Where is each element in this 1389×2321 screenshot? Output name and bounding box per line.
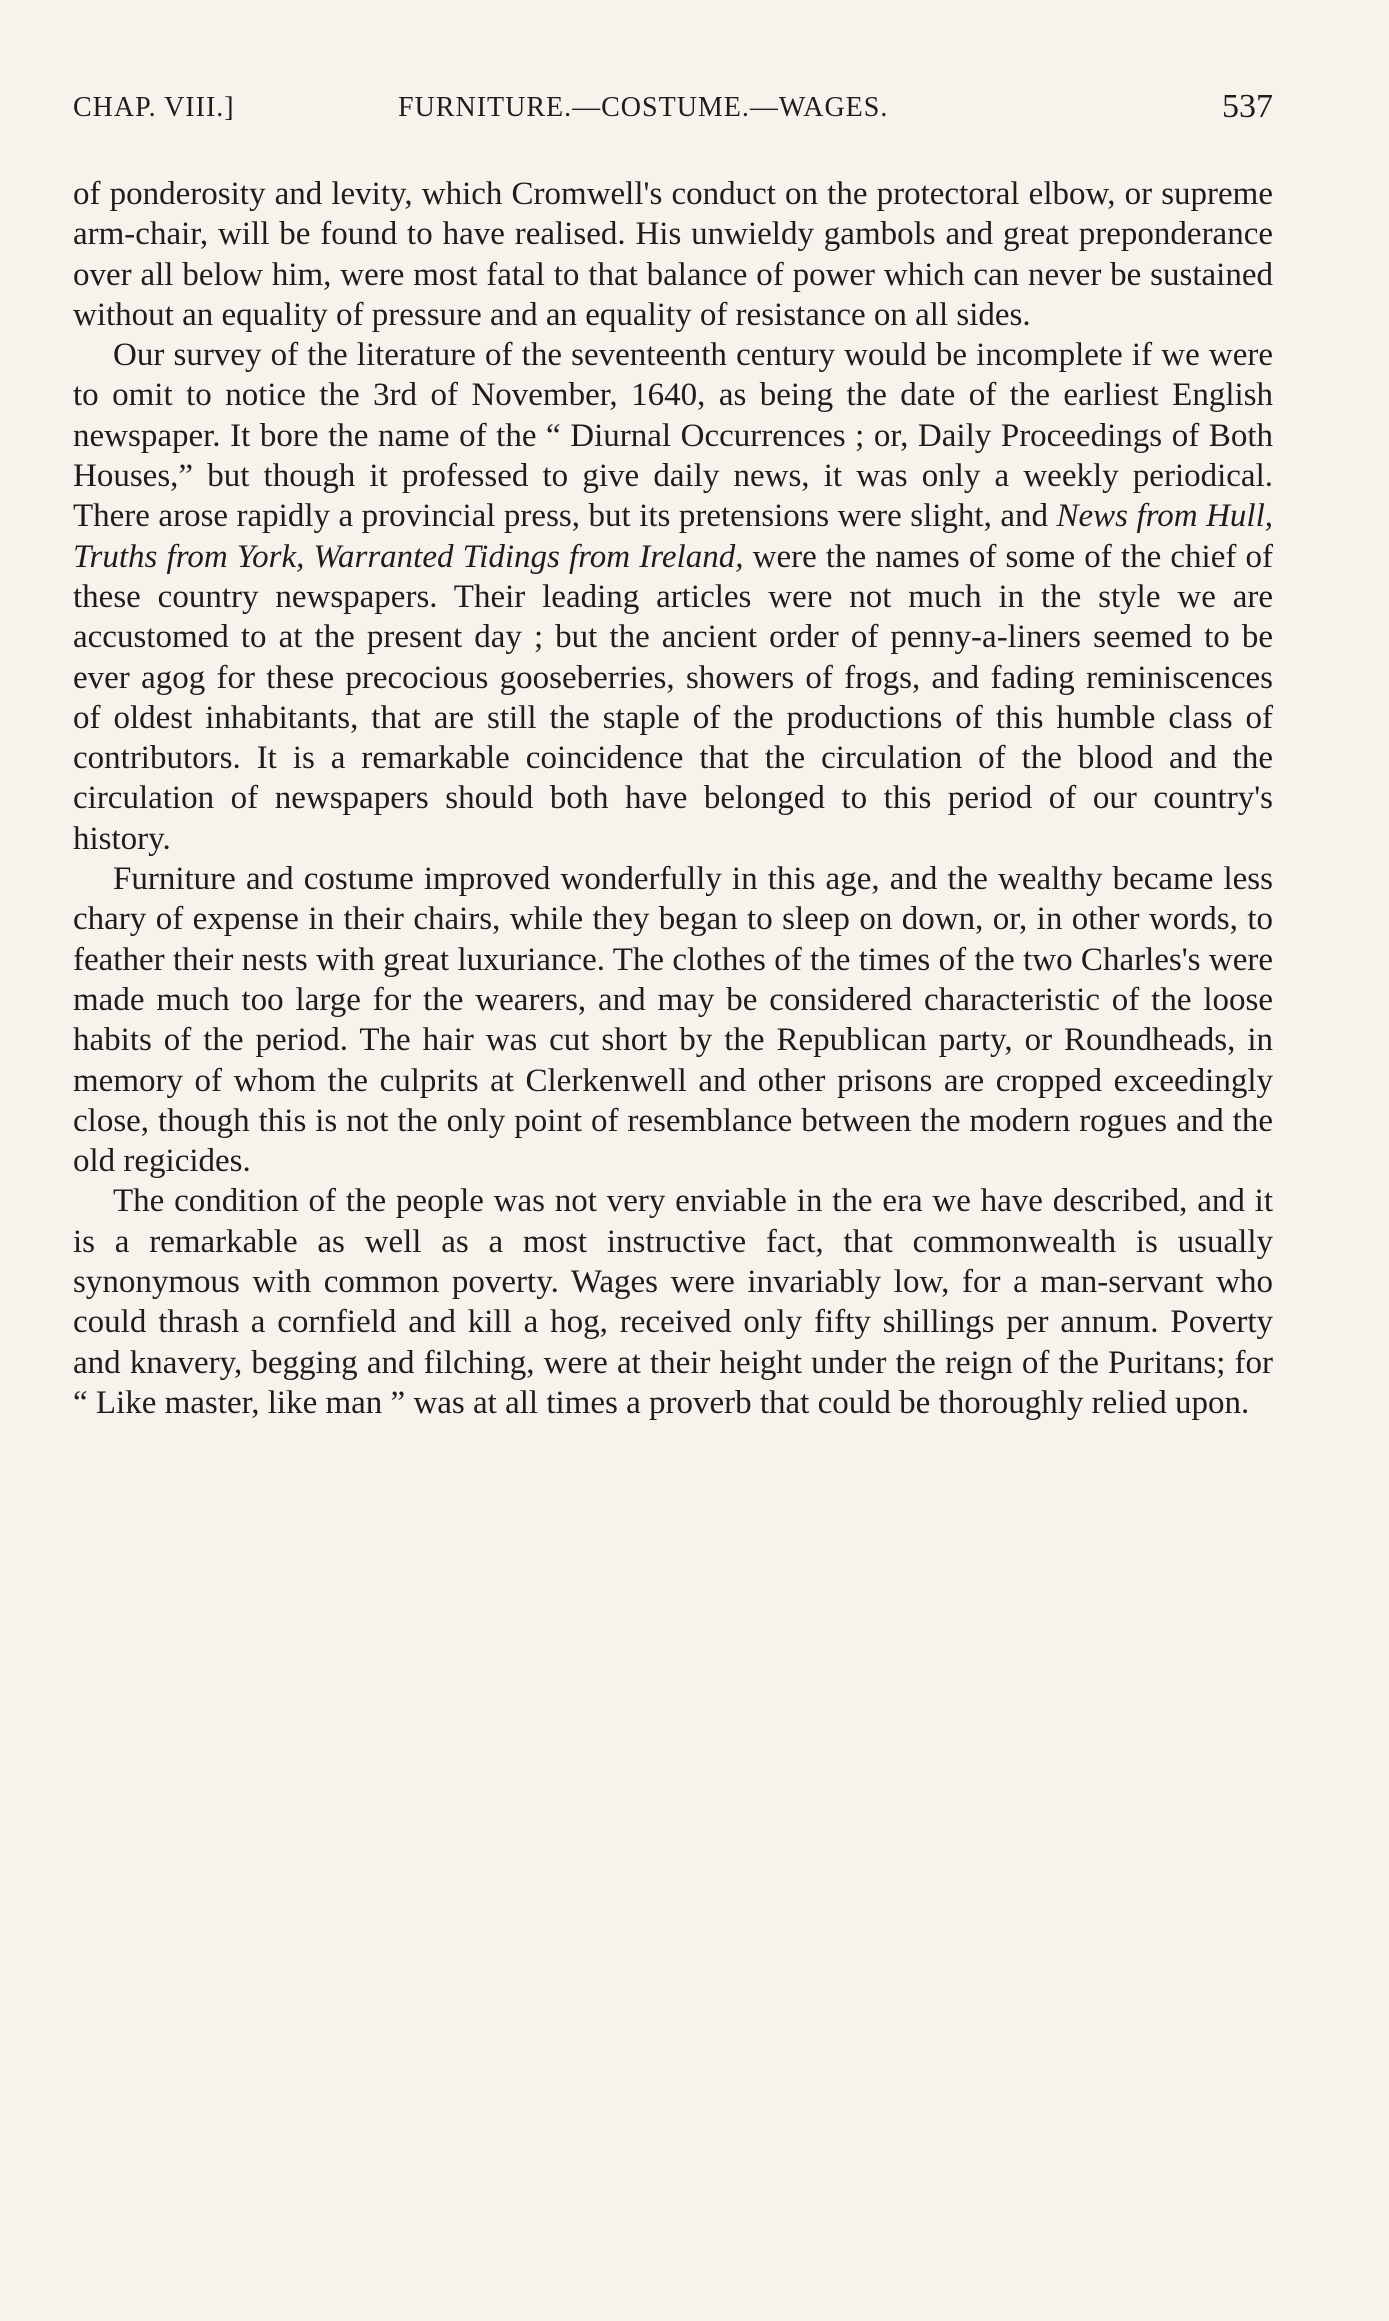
running-title: FURNITURE.—COSTUME.—WAGES.: [398, 92, 889, 123]
paragraph-1: of ponderosity and levity, which Cromwell's conduct on the protectoral elbow, or supreme arm-chair, will be found to have realised. His unwieldy gambols and great preponderance over all below him, were most fatal to that balance of power which can never be sustained without an equality of pressure and an equality of resistance on all sides.: [73, 176, 1273, 333]
newspaper-title-york: Truths from York,: [73, 538, 305, 575]
paragraph-2-text-c: [304, 539, 313, 575]
page-number: 537: [1222, 88, 1273, 125]
paragraph-4: The condition of the people was not very enviable in the era we have described, and it is a remarkable as well as a most instructive fact, that commonwealth is usually synonymous with common poverty. Wages were invariably low, for a man-servant who could thrash a cornfield and kill a hog, received only fifty shillings per annum. Poverty and knavery, begging and filching, were at their height under the reign of the Puritans; for “ Like master, like man ” was at all times a proverb that could be thoroughly relied upon.: [73, 1183, 1273, 1421]
chapter-reference: CHAP. VIII.]: [73, 92, 235, 123]
paragraph-2: [73, 335, 1273, 859]
running-head: [73, 88, 1273, 132]
newspaper-title-hull: News from Hull,: [1056, 498, 1273, 535]
newspaper-title-ireland: Warranted Tidings from Ireland,: [313, 538, 744, 575]
paragraph-2-text-a: Our survey of the literature of the seventeenth century would be incomplete if we were to omit to notice the 3rd of November, 1640, as being the date of the earliest English newspaper. It bore the name of the “ Diurnal Occurrences ; or, Daily Proceedings of Both Houses,” but though it professed to give daily news, it was only a weekly periodical. There arose rapidly a provincial press, but its pretensions were slight, and: [73, 337, 1273, 535]
body-text: [73, 174, 1273, 1423]
paragraph-3: Furniture and costume improved wonderfully in this age, and the wealthy became less chary of expense in their chairs, while they began to sleep on down, or, in other words, to feather their nests with great luxuriance. The clothes of the times of the two Charles's were made much too large for the wearers, and may be considered characteristic of the loose habits of the period. The hair was cut short by the Republican party, or Roundheads, in memory of whom the culprits at Clerkenwell and other prisons are cropped exceedingly close, though this is not the only point of resemblance between the modern rogues and the old regicides.: [73, 861, 1273, 1180]
paragraph-2-text-d: were the names of some of the chief of these country newspapers. Their leading articles were not much in the style we are accustomed to at the present day ; but the ancient order of penny-a-liners seemed to be ever agog for these precocious gooseberries, showers of frogs, and fading reminiscences of oldest inhabitants, that are still the staple of the productions of this humble class of contributors. It is a remarkable coincidence that the circulation of the blood and the circulation of newspapers should both have belonged to this period of our country's history.: [73, 538, 1273, 857]
